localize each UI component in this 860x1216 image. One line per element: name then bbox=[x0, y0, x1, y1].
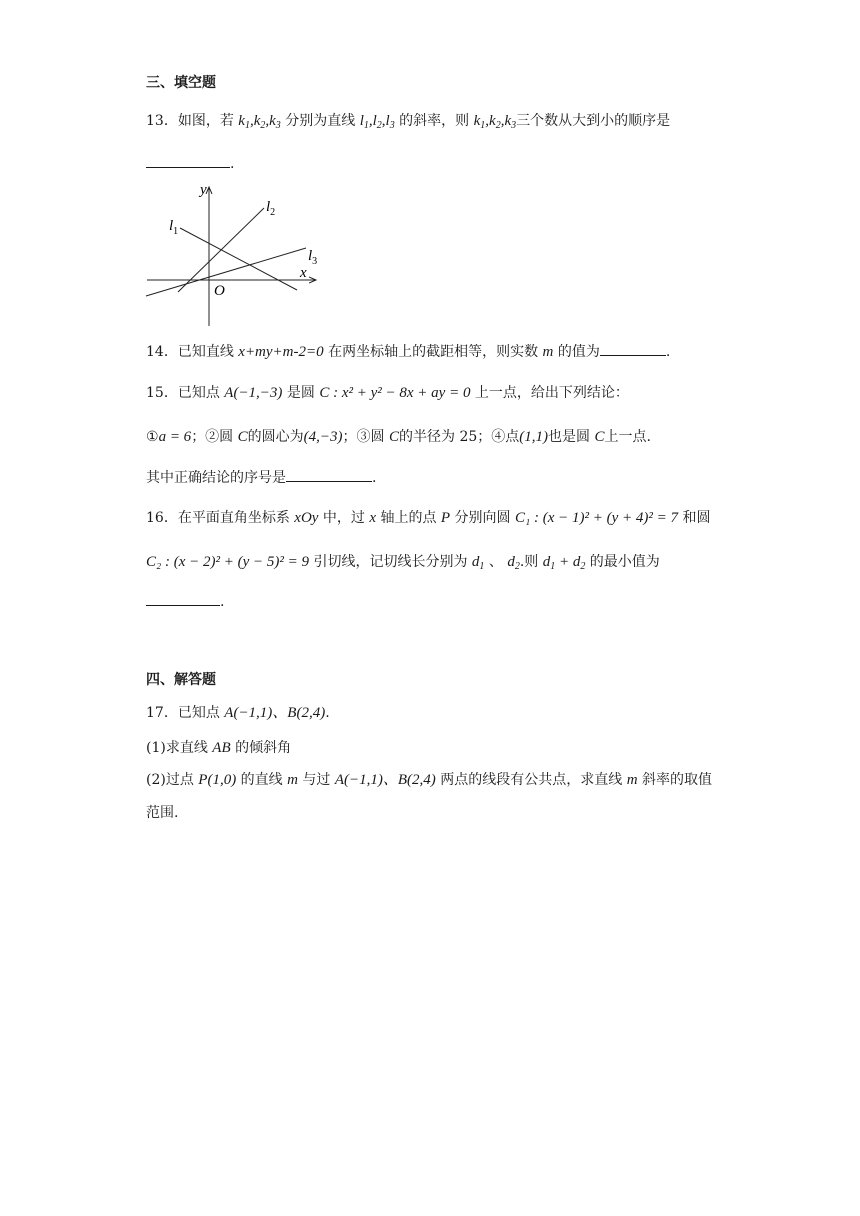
math-line-eq: x+my+m-2=0 bbox=[238, 344, 324, 360]
math-a-eq: a = 6 bbox=[158, 429, 192, 445]
question-13-line-2 bbox=[146, 153, 234, 174]
math-m: m bbox=[626, 772, 638, 788]
math-x: x bbox=[369, 510, 377, 526]
question-16-line-2 bbox=[146, 552, 660, 572]
text: 与过 bbox=[302, 772, 331, 788]
text: 是圆 bbox=[286, 385, 315, 401]
text: 分别为直线 bbox=[285, 113, 356, 129]
text: (1)求直线 bbox=[146, 740, 208, 756]
text: ；③圆 bbox=[342, 429, 385, 445]
answer-blank[interactable] bbox=[146, 591, 220, 606]
text: .则 bbox=[519, 554, 539, 570]
label-l3: $l_3$ bbox=[308, 248, 318, 267]
question-13-line-1 bbox=[146, 111, 670, 131]
answer-blank[interactable] bbox=[146, 153, 230, 168]
text: 如图，若 bbox=[177, 113, 234, 129]
math-circle-c2: C₂ : (x − 2)² + (y − 5)² = 9 bbox=[146, 554, 309, 570]
math-m: m bbox=[287, 772, 298, 788]
label-l2: $l_2$ bbox=[266, 199, 276, 218]
math-p: P bbox=[440, 510, 451, 526]
text: 的倾斜角 bbox=[235, 740, 292, 756]
text: 的值为 bbox=[557, 344, 600, 360]
text: 上一点. bbox=[604, 429, 651, 445]
math-center: (4,−3) bbox=[303, 429, 343, 445]
text: 和圆 bbox=[682, 510, 711, 526]
math-circle-eq: C : x² + y² − 8x + ay = 0 bbox=[319, 385, 471, 401]
math-xoy: xOy bbox=[294, 510, 319, 526]
question-17-part-1 bbox=[146, 738, 291, 758]
text: 的最小值为 bbox=[589, 554, 660, 570]
math-l-list: $l_1,l_2,l_3$ bbox=[359, 113, 395, 131]
answer-blank[interactable] bbox=[600, 341, 666, 356]
question-17-part-2-cont bbox=[146, 803, 178, 823]
text: 已知点 bbox=[177, 705, 220, 721]
question-16-line-3 bbox=[146, 591, 224, 612]
text: 也是圆 bbox=[548, 429, 591, 445]
question-14 bbox=[146, 341, 670, 362]
math-points-2: A(−1,1)、B(2,4) bbox=[334, 772, 436, 788]
text: 中，过 bbox=[322, 510, 365, 526]
section-heading-answer: 四、解答题 bbox=[146, 672, 216, 688]
section-heading-fill-in: 三、填空题 bbox=[146, 75, 216, 91]
text: 斜率的取值 bbox=[642, 772, 712, 788]
text: 上一点，给出下列结论： bbox=[474, 385, 629, 401]
math-d1: $d_1$ bbox=[471, 554, 485, 572]
math-ab: AB bbox=[212, 740, 231, 756]
text: . bbox=[230, 156, 235, 172]
text: . bbox=[372, 470, 377, 486]
text: 轴上的点 bbox=[380, 510, 437, 526]
x-label: x bbox=[300, 265, 307, 281]
question-number: 13． bbox=[146, 113, 178, 129]
text: 其中正确结论的序号是 bbox=[146, 470, 286, 486]
math-var: m bbox=[542, 344, 554, 360]
math-point-p: P(1,0) bbox=[198, 772, 237, 788]
question-15-line-3 bbox=[146, 467, 376, 488]
text: 、 bbox=[488, 554, 503, 570]
line-l2 bbox=[178, 208, 264, 292]
question-15-line-1 bbox=[146, 383, 629, 403]
math-d-sum: $d_1 + d_2$ bbox=[542, 554, 586, 572]
math-point-11: (1,1) bbox=[519, 429, 549, 445]
text: . bbox=[665, 344, 671, 360]
text: 的直线 bbox=[240, 772, 283, 788]
math-points: A(−1,1)、B(2,4) bbox=[224, 705, 326, 721]
question-17 bbox=[146, 703, 330, 723]
text: . bbox=[325, 705, 330, 721]
math-k-list-2: $k_1,k_2,k_3$ bbox=[473, 113, 517, 131]
text: 范围. bbox=[146, 805, 179, 821]
line-l3 bbox=[146, 248, 306, 296]
math-c: C bbox=[594, 429, 605, 445]
question-17-part-2 bbox=[146, 770, 712, 790]
text: (2)过点 bbox=[146, 772, 194, 788]
y-label: y bbox=[200, 182, 207, 198]
math-c: C bbox=[237, 429, 248, 445]
math-point-a: A(−1,−3) bbox=[224, 385, 283, 401]
q13-figure bbox=[140, 180, 330, 330]
text: 已知点 bbox=[177, 385, 220, 401]
math-d2: $d_2$ bbox=[507, 554, 520, 572]
question-number: 14． bbox=[146, 344, 178, 360]
text: . bbox=[220, 594, 225, 610]
question-number: 15． bbox=[146, 385, 178, 401]
math-c: C bbox=[388, 429, 399, 445]
text: 在平面直角坐标系 bbox=[177, 510, 290, 526]
text: 的半径为 25；④点 bbox=[399, 429, 520, 445]
question-number: 16． bbox=[146, 510, 178, 526]
text: 三个数从大到小的顺序是 bbox=[516, 113, 671, 129]
text: 引切线，记切线长分别为 bbox=[313, 554, 468, 570]
text: 在两坐标轴上的截距相等，则实数 bbox=[328, 344, 539, 360]
text: 已知直线 bbox=[177, 344, 234, 360]
label-l1: $l_1$ bbox=[169, 218, 179, 237]
origin-label: O bbox=[214, 283, 225, 299]
text: ① bbox=[146, 429, 159, 445]
math-circle-c1: C₁ : (x − 1)² + (y + 4)² = 7 bbox=[515, 510, 678, 526]
text: 分别向圆 bbox=[454, 510, 511, 526]
question-15-line-2 bbox=[146, 427, 651, 447]
math-k-list: $k_1,k_2,k_3$ bbox=[238, 113, 281, 131]
text: 的斜率，则 bbox=[399, 113, 470, 129]
question-number: 17． bbox=[146, 705, 178, 721]
text: 的圆心为 bbox=[247, 429, 304, 445]
answer-blank[interactable] bbox=[286, 467, 372, 482]
text: 两点的线段有公共点，求直线 bbox=[440, 772, 623, 788]
question-16-line-1 bbox=[146, 508, 710, 528]
text: ；②圆 bbox=[191, 429, 234, 445]
